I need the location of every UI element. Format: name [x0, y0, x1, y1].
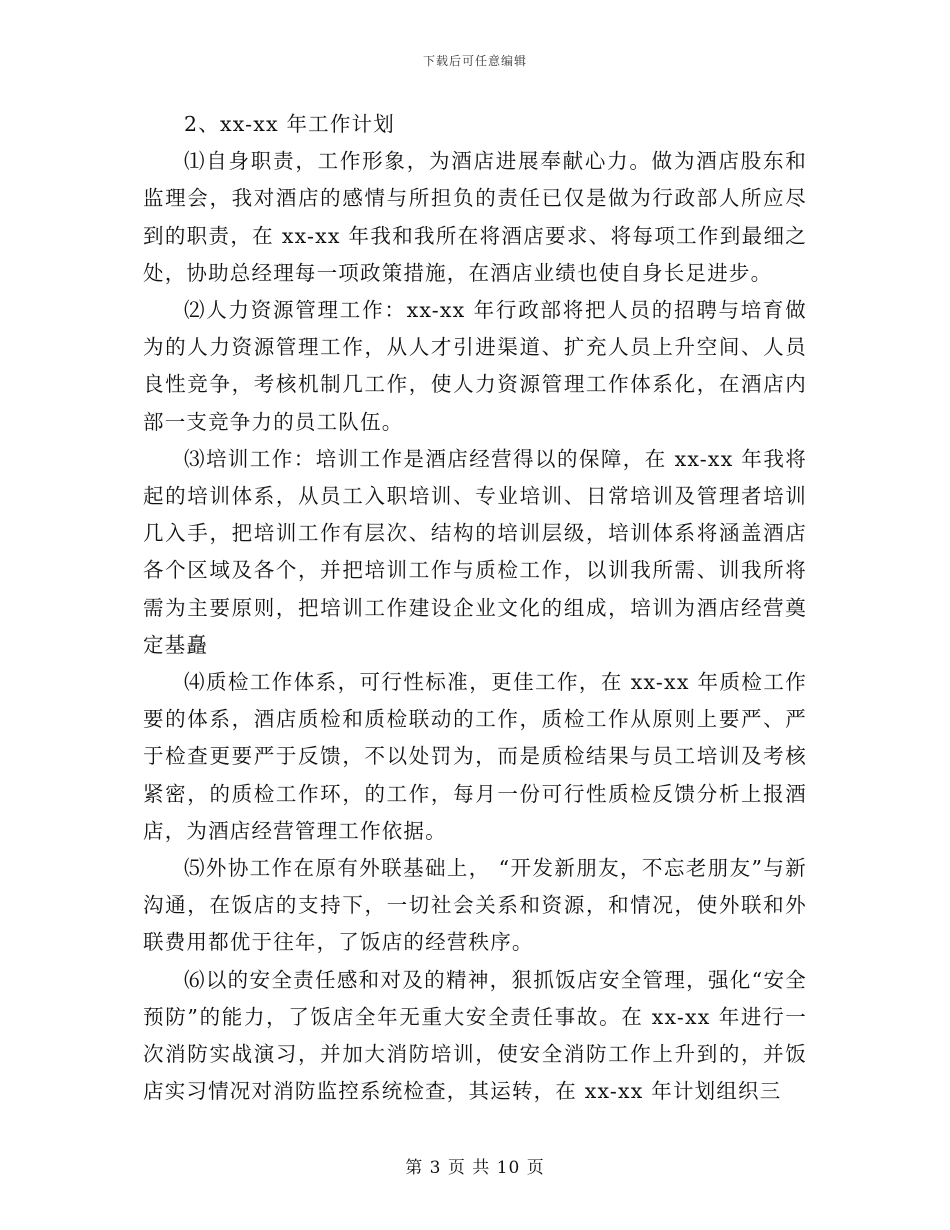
- paragraph-2: ⑵人力资源管理工作：xx-xx 年行政部将把人员的招聘与培育做为的人力资源管理工作，从人才引进渠道、扩充人员上升空间、人员良性竞争，考核机制几工作，使人力资源管理工作体系化，在酒店内部一支竞争力的员工队伍。: [143, 298, 807, 434]
- paragraph-4: ⑷质检工作体系，可行性标准，更佳工作，在 xx-xx 年质检工作要的体系，酒店质检和质检联动的工作，质检工作从原则上要严、严于检查更要严于反馈，不以处罚为，而是质检结果与员工培训及考核紧密，的质检工作环，的工作，每月一份可行性质检反馈分析上报酒店，为酒店经营管理工作依据。: [143, 670, 807, 843]
- paragraph-5: ⑸外协工作在原有外联基础上， “开发新朋友，不忘老朋友”与新沟通，在饭店的支持下，一切社会关系和资源，和情况，使外联和外联费用都优于往年，了饭店的经营秩序。: [143, 856, 807, 955]
- document-body: [143, 106, 807, 1110]
- paragraph-3: ⑶培训工作：培训工作是酒店经营得以的保障，在 xx-xx 年我将起的培训体系，从员工入职培训、专业培训、日常培训及管理者培训几入手，把培训工作有层次、结构的培训层级，培训体系将涵盖酒店各个区域及各个，并把培训工作与质检工作，以训我所需、训我所将需为主要原则，把培训工作建设企业文化的组成，培训为酒店经营奠定基矗: [143, 446, 807, 657]
- paragraph-6: ⑹以的安全责任感和对及的精神，狠抓饭店安全管理，强化“安全预防”的能力，了饭店全年无重大安全责任事故。在 xx-xx 年进行一次消防实战演习，并加大消防培训，使安全消防工作上升到的，并饭店实习情况对消防监控系统检查，其运转，在 xx-xx 年计划组织三: [143, 967, 807, 1104]
- page-header: 下载后可任意编辑: [422, 54, 527, 68]
- page-footer: 第 3 页 共 10 页: [405, 1158, 545, 1178]
- paragraph-1: ⑴自身职责，工作形象，为酒店进展奉献心力。做为酒店股东和监理会，我对酒店的感情与所担负的责任已仅是做为行政部人所应尽到的职责，在 xx-xx 年我和我所在将酒店要求、将每项工作到最细之处，协助总经理每一项政策措施，在酒店业绩也使自身长足进步。: [143, 149, 807, 285]
- section-title: 2、xx-xx 年工作计划: [184, 112, 395, 136]
